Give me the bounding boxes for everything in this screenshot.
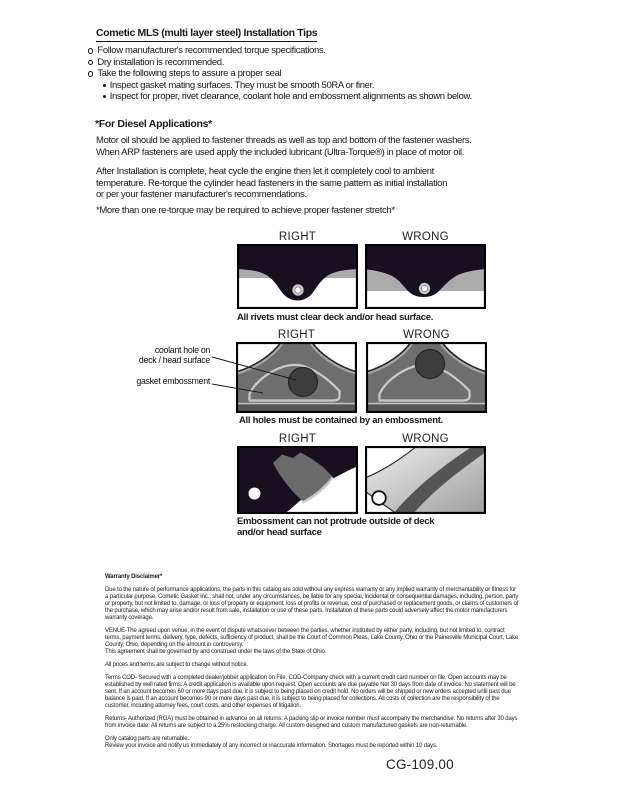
bullet-icon [103,84,106,87]
caption-line: Embossment can not protrude outside of deck [237,516,435,527]
legal-heading: Warranty Disclaimer* [105,574,163,580]
diagram-hole-wrong [366,342,487,413]
diagram-wrong-column [365,231,486,309]
bullet-icon [88,71,93,76]
list-item-text: Follow manufacturer's recommended torque specifications. [97,45,326,56]
legal-paragraph: Due to the nature of performance applications, the parts in this catalog are sold without any express warranty or any implied warranty of merchantability or fitness for a particular purpose. Cometic Gasket Inc., shall not, under any circumstances, be liable for any special, incidental or consequential damages, including, person, party or property, but not limited to, damage, or loss of property or equipment, loss of profits or revenue, cost of purchased or replacement goods, or claims of customers of the purchase, which may arise and/or result from sale, installation or use of these parts. Installation of these parts could adversely affect the motor manufacturers warranty coverage. [105,587,519,621]
diesel-paragraph-1 [96,135,472,158]
document-code: CG-109.00 [386,757,454,772]
caption-line: and/or head surface [237,526,322,538]
legal-paragraph: Terms COD- Secured with a completed dealer/jobber application on File, COD-Company check with a current credit card number on file. Open accounts may be established by well rated firms. A credit application is available upon request. Open accounts are due payable Net 30 days from date of invoice. No statement will be sent. If an account becomes 60 or more days past due, it is subject to being placed on credit hold. No orders will be shipped or new orders accepted until past due balance is paid. If an account becomes 90 or more days past due, it is subject to being placed for collections. All costs of collection are the responsibility of the customer, including attorney fees, court costs, and other expenses of litigation. [105,675,516,709]
installation-tips-list [88,45,472,103]
list-item [103,80,472,92]
diagram-rivet-wrong [365,244,486,309]
label-line: deck / head surface [138,355,210,365]
retorque-note: *More than one re-torque may be required to achieve proper fastener stretch* [96,205,395,216]
paragraph-line: or per your fastener manufacturer's recommendations. [96,189,307,200]
wrong-label: WRONG [402,231,449,243]
diagram-right-column [237,231,358,309]
paragraph-line: When ARP fasteners are used apply the included lubricant (Ultra-Torque®) in place of motor oil. [96,146,465,158]
wrong-label: WRONG [403,329,450,341]
bullet-icon [88,60,93,65]
label-line: coolant hole on [154,345,210,355]
list-item-text: Dry installation is recommended. [97,56,224,68]
diagram-embossment-wrong [365,446,486,514]
right-label: RIGHT [278,231,317,243]
legal-paragraph: Returns- Authorized (RGA) must be obtained in advance on all returns. A packing slip or invoice number must accompany the merchandise. No returns after 30 days from invoice date. All returns are subject to a 25% restocking charge. All custom designed and custom manufactured gaskets are non-returnable. [105,716,518,729]
right-label: RIGHT [277,329,316,341]
wrong-label: WRONG [402,433,449,445]
list-item [88,68,472,80]
diagram-embossment-right [237,446,358,514]
coolant-hole-icon [416,350,445,379]
gasket-embossment-label: gasket embossment [136,376,210,386]
legal-paragraph: VENUE-The agreed upon venue, in the event of dispute whatsoever between the parties, whether instituted by either party, including, but not limited to, contract terms, payment terms, delivery, type, defects, sufficiency of product, shall be the Court of Common Pleas, Lake County, Ohio or the Painesville Municipal Court, Lake County, Ohio, depending on the amount in controversy. [105,628,519,648]
bullet-icon [103,95,106,98]
caption-embossment [237,517,434,538]
caption-rivets: All rivets must clear deck and/or head surface. [237,312,434,323]
list-item [88,45,472,57]
diagram-row-rivets [237,231,487,331]
diagram-right-column [237,433,358,514]
list-item-text: Inspect for proper, rivet clearance, coolant hole and embossment alignments as shown below. [109,91,472,102]
diagram-row-embossment [237,433,487,543]
legal-paragraph: Review your invoice and notify us immediately of any incorrect or inaccurate information. Shortages must be reported within 10 days. [105,743,438,749]
diagram-wrong-column [366,329,487,413]
legal-paragraph: Only catalog parts are returnable. [105,736,189,742]
paragraph-line: temperature. Re-torque the cylinder head fasteners in the same pattern as initial installation [96,177,448,189]
diesel-section-heading: *For Diesel Applications* [95,118,212,130]
bolt-hole-icon [249,488,261,500]
warranty-disclaimer [105,574,519,750]
page-title: Cometic MLS (multi layer steel) Installation Tips [96,27,317,42]
list-item-text: Inspect gasket mating surfaces. They must be smooth 50RA or finer. [109,79,375,91]
diagram-rivet-right [237,244,358,309]
coolant-hole-label [68,345,210,365]
list-item-text: Take the following steps to assure a proper seal [97,68,282,79]
legal-paragraph: This agreement shall be governed by and construed under the laws of the State of Ohio. [105,649,327,655]
bolt-hole-icon [372,491,386,505]
paragraph-line: After Installation is complete, heat cycle the engine then let it completely cool to ambient [96,166,434,177]
caption-holes: All holes must be contained by an embossment. [239,415,443,426]
right-label: RIGHT [278,433,317,445]
leader-lines [205,348,320,400]
list-item [103,91,472,103]
paragraph-line: Motor oil should be applied to fastener threads as well as top and bottom of the fastener washers. [96,135,472,146]
diagram-wrong-column [365,433,486,514]
legal-paragraph: All prices and terms are subject to change without notice. [105,662,249,668]
diesel-paragraph-2 [96,166,447,201]
list-item [88,57,472,69]
bullet-icon [88,48,93,53]
